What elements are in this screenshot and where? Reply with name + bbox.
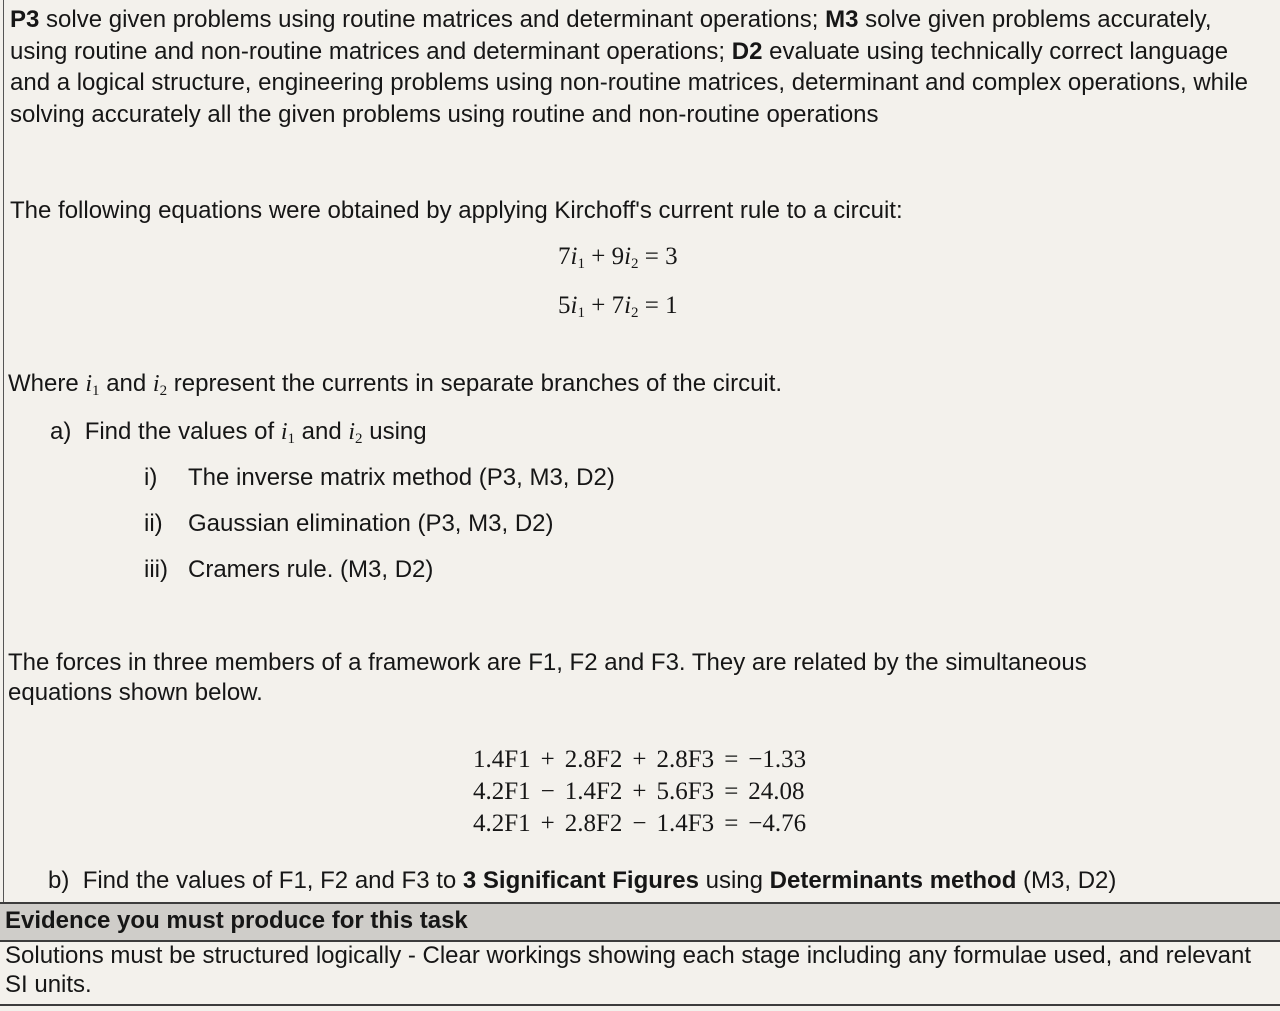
- p3-text: solve given problems using routine matrices and determinant operations;: [39, 6, 826, 33]
- p3-code: P3: [10, 6, 40, 33]
- force-equation-row: 4.2F1 + 2.8F2 − 1.4F3 = −4.76: [473, 810, 807, 837]
- force-equation-row: 1.4F1 + 2.8F2 + 2.8F3 = −1.33: [473, 746, 807, 773]
- q2-intro-line1: The forces in three members of a framework are F1, F2 and F3. They are related by the simultaneous: [8, 649, 1087, 676]
- evidence-heading: Evidence you must produce for this task: [5, 907, 468, 934]
- d2-code: D2: [731, 37, 763, 65]
- question-b: b) Find the values of F1, F2 and F3 to 3 Significant Figures using Determinants method (M3, D2): [48, 867, 1117, 894]
- question-a-label: a): [50, 418, 72, 445]
- where-statement: Where $i_1$ and $i_2$ represent the currents in separate branches of the circuit.: [8, 370, 783, 399]
- equation-2: $5i_1 + 7i_2 = 1$: [558, 292, 678, 321]
- force-equations: [468, 744, 811, 840]
- equation-1: $7i_1 + 9i_2 = 3$: [558, 243, 678, 272]
- method-item: iii) Cramers rule. (M3, D2): [144, 556, 434, 583]
- q1-intro: The following equations were obtained by applying Kirchoff's current rule to a circuit:: [10, 197, 903, 224]
- question-b-label: b): [48, 867, 70, 894]
- grading-criteria: [10, 4, 1260, 130]
- left-border: [3, 0, 4, 905]
- m3-text: solve given problems accurately, using routine and non-routine matrices and determinant operations;: [10, 6, 1212, 65]
- evidence-text: Solutions must be structured logically - Clear workings showing each stage including any formulae used, and relevant SI units.: [5, 942, 1251, 998]
- evidence-header: [0, 904, 1280, 940]
- d2-text: evaluate using technically correct language and a logical structure, engineering problems using non-routine matrices, determinant and complex operations, while solving accurately all the given problems using routine and non-routine operations: [10, 37, 1249, 128]
- m3-code: M3: [825, 6, 859, 33]
- divider: [0, 1004, 1280, 1006]
- q2-intro-line2: equations shown below.: [8, 679, 263, 706]
- method-item: i) The inverse matrix method (P3, M3, D2): [144, 464, 615, 491]
- question-a: a) Find the values of $i_1$ and $i_2$ using: [50, 418, 427, 447]
- force-equation-row: 4.2F1 − 1.4F2 + 5.6F3 = 24.08: [473, 778, 805, 805]
- method-item: ii) Gaussian elimination (P3, M3, D2): [144, 510, 554, 537]
